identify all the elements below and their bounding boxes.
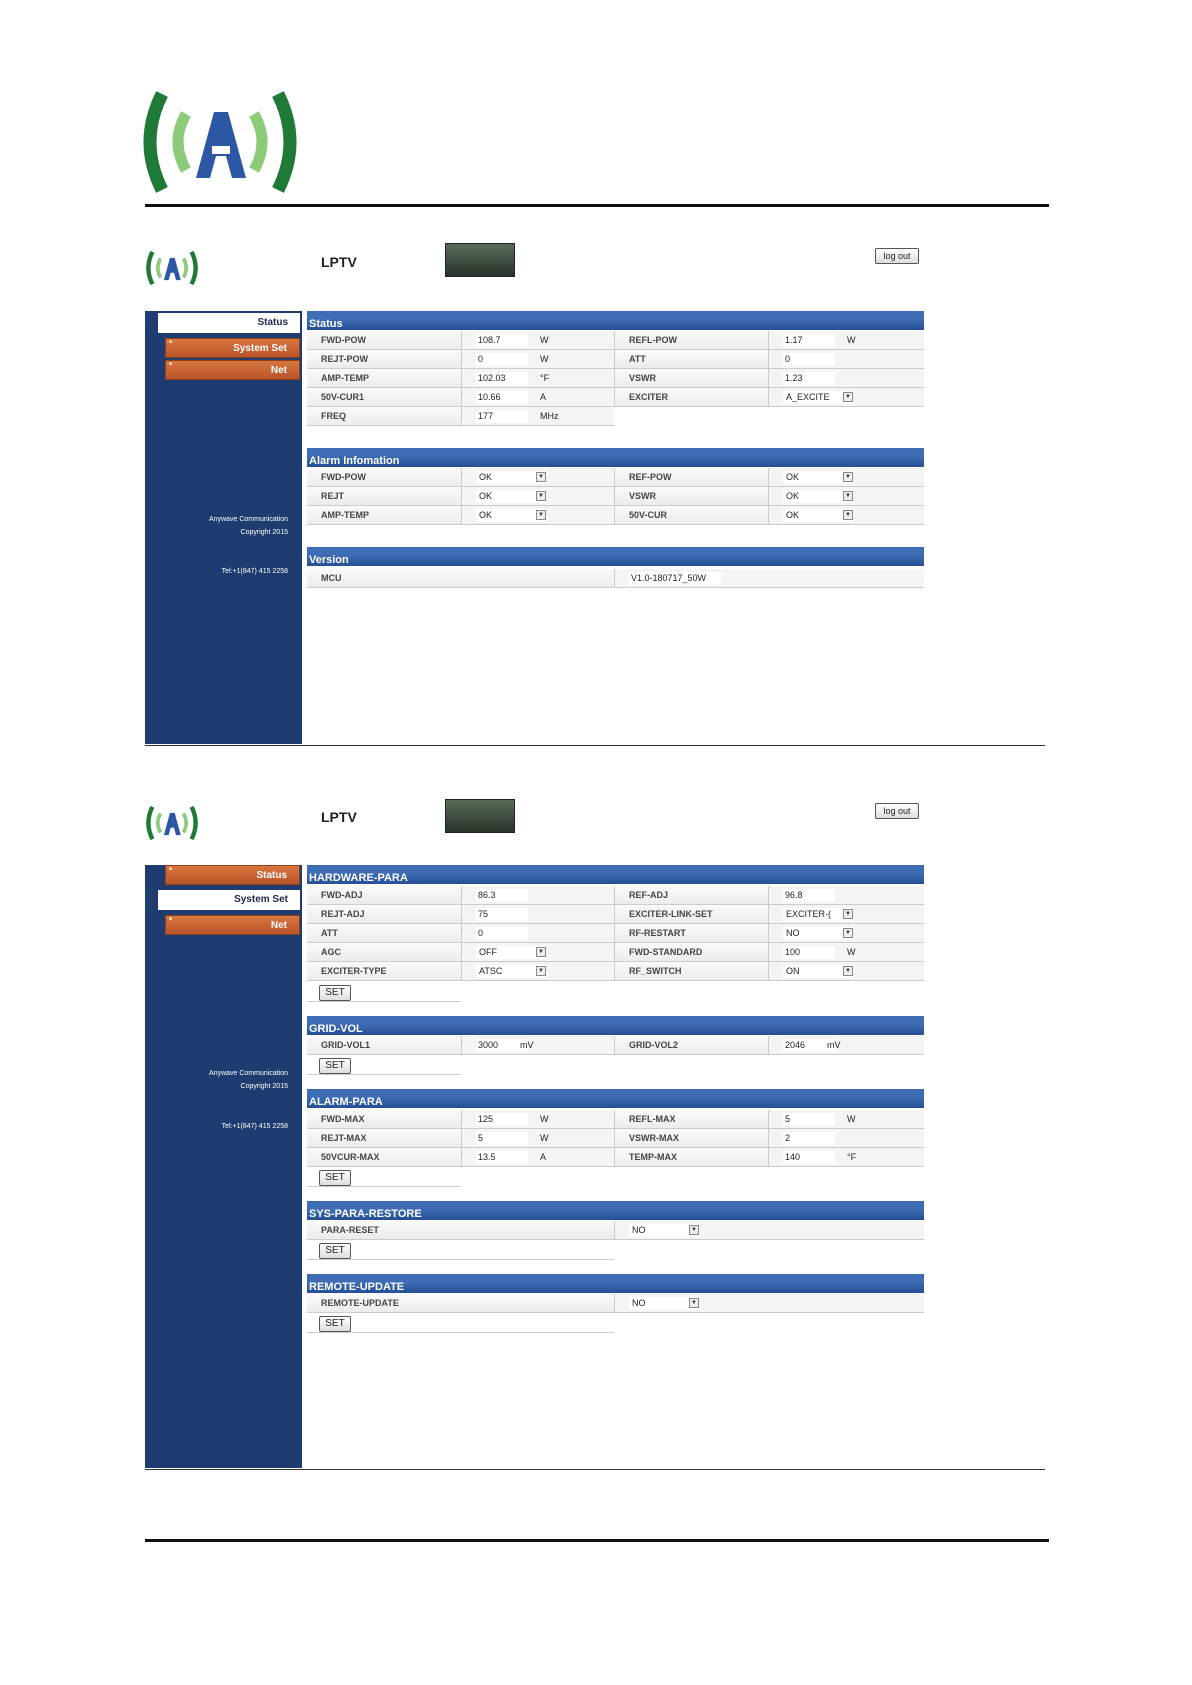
select-value: OK (786, 510, 800, 521)
param-label: FWD-POW (307, 468, 461, 487)
logout-button[interactable]: log out (875, 248, 919, 264)
unit: W (540, 354, 549, 364)
chevron-down-icon[interactable]: ▼ (843, 966, 853, 976)
param-label: 50VCUR-MAX (307, 1148, 461, 1167)
remote-update-label: REMOTE-UPDATE (307, 1294, 614, 1313)
chevron-down-icon[interactable]: ▼ (843, 472, 853, 482)
chevron-down-icon[interactable]: ▼ (843, 909, 853, 919)
param-label: 50V-CUR1 (307, 388, 461, 407)
value-input[interactable]: 0 (476, 927, 528, 940)
param-value[interactable] (461, 506, 614, 525)
param-label: EXCITER-LINK-SET (614, 905, 768, 924)
param-value[interactable] (768, 331, 924, 350)
value-input[interactable]: 96.8 (783, 889, 835, 902)
param-label: AMP-TEMP (307, 506, 461, 525)
param-value[interactable] (461, 407, 614, 426)
table-row (307, 924, 924, 943)
nav-status[interactable]: Status (158, 313, 300, 333)
param-value[interactable] (461, 1129, 614, 1148)
unit: W (540, 1114, 549, 1124)
unit: W (847, 335, 856, 345)
param-value[interactable] (461, 331, 614, 350)
param-value[interactable] (461, 487, 614, 506)
telephone: Tel:+1(847) 415 2258 (221, 568, 288, 575)
param-label: REJT-ADJ (307, 905, 461, 924)
chevron-down-icon[interactable]: ▼ (843, 928, 853, 938)
remote-update-select[interactable] (629, 1297, 699, 1310)
version-value (614, 569, 924, 588)
table-row (307, 487, 924, 506)
unit: W (540, 335, 549, 345)
alarm-para-set-row (307, 1168, 461, 1187)
param-value[interactable] (461, 369, 614, 388)
value-select[interactable] (476, 509, 546, 522)
select-value: EXCITER-( (786, 909, 831, 920)
table-row (307, 468, 924, 487)
table-row (307, 1110, 924, 1129)
unit: °F (540, 373, 550, 383)
anywave-logo-small (145, 802, 199, 844)
param-label: VSWR (614, 369, 768, 388)
value-select[interactable] (476, 490, 546, 503)
chevron-down-icon[interactable]: ▼ (843, 510, 853, 520)
chevron-down-icon[interactable]: ▼ (843, 491, 853, 501)
param-value[interactable] (461, 905, 614, 924)
value-input[interactable]: 108.7 (476, 334, 528, 347)
value-select[interactable] (783, 490, 853, 503)
param-value[interactable] (768, 886, 924, 905)
param-value[interactable] (461, 468, 614, 487)
value-input[interactable]: 1.23 (783, 372, 835, 385)
screen1-bottom-rule (145, 745, 1045, 746)
param-label: REF-ADJ (614, 886, 768, 905)
grid-set-button[interactable]: SET (319, 1058, 351, 1074)
restore-set-button[interactable]: SET (319, 1243, 351, 1259)
param-value[interactable] (461, 1148, 614, 1167)
param-label: EXCITER-TYPE (307, 962, 461, 981)
nav-dot-icon: * (169, 339, 173, 348)
param-label: FWD-POW (307, 331, 461, 350)
value-input[interactable]: 0 (476, 353, 528, 366)
footer-rule (145, 1539, 1049, 1542)
param-label: RF-RESTART (614, 924, 768, 943)
telephone: Tel:+1(847) 415 2258 (221, 1123, 288, 1130)
select-value: OK (479, 510, 493, 521)
unit: W (847, 1114, 856, 1124)
product-title: LPTV (321, 254, 357, 270)
param-value[interactable] (768, 924, 924, 943)
param-value[interactable] (768, 1110, 924, 1129)
select-value: OFF (479, 947, 497, 958)
table-row (307, 1129, 924, 1148)
section-grid-vol: GRID-VOL (307, 1016, 924, 1035)
value-input[interactable]: 13.5 (476, 1151, 528, 1164)
table-row (307, 962, 924, 981)
section-remote-update: REMOTE-UPDATE (307, 1274, 924, 1293)
unit: MHz (540, 411, 559, 421)
value-input[interactable]: 102.03 (476, 372, 528, 385)
param-label: RF_SWITCH (614, 962, 768, 981)
value-input[interactable]: 86.3 (476, 889, 528, 902)
param-value[interactable] (461, 924, 614, 943)
select-value: NO (786, 928, 800, 939)
select-value: A_EXCITE (786, 392, 830, 403)
chevron-down-icon[interactable]: ▼ (536, 491, 546, 501)
grid-vol-row (307, 1036, 924, 1055)
table-row (307, 943, 924, 962)
chevron-down-icon[interactable]: ▼ (536, 510, 546, 520)
select-value: NO (632, 1298, 646, 1309)
table-row (307, 369, 924, 388)
version-value-text: V1.0-180717_50W (629, 572, 721, 585)
para-reset-label: PARA-RESET (307, 1221, 614, 1240)
param-value[interactable] (768, 943, 924, 962)
param-value[interactable] (461, 962, 614, 981)
value-select[interactable] (783, 965, 853, 978)
para-reset-select[interactable] (629, 1224, 699, 1237)
value-input[interactable]: 2 (783, 1132, 835, 1145)
product-title: LPTV (321, 809, 357, 825)
select-value: NO (632, 1225, 646, 1236)
chevron-down-icon[interactable]: ▼ (843, 392, 853, 402)
select-value: ON (786, 966, 800, 977)
chevron-down-icon[interactable]: ▼ (536, 966, 546, 976)
version-label: MCU (307, 569, 614, 588)
update-set-button[interactable]: SET (319, 1316, 351, 1332)
value-input[interactable]: 1.17 (783, 334, 835, 347)
value-input[interactable]: 5 (476, 1132, 528, 1145)
param-label: 50V-CUR (614, 506, 768, 525)
table-row (307, 407, 614, 426)
chevron-down-icon[interactable]: ▼ (536, 947, 546, 957)
value-input[interactable]: 75 (476, 908, 528, 921)
table-row (307, 331, 924, 350)
param-label: FWD-ADJ (307, 886, 461, 905)
nav-label: Net (270, 365, 287, 376)
table-row (307, 905, 924, 924)
value-select[interactable] (476, 965, 546, 978)
value-select[interactable] (476, 946, 546, 959)
nav-system-set[interactable] (165, 338, 300, 358)
select-value: OK (479, 472, 493, 483)
param-label: ATT (307, 924, 461, 943)
section-status: Status (307, 311, 924, 330)
value-input[interactable]: 10.66 (476, 391, 528, 404)
section-sys-para-restore: SYS-PARA-RESTORE (307, 1201, 924, 1220)
param-value[interactable] (768, 369, 924, 388)
param-value[interactable] (768, 388, 924, 407)
set-cell (307, 1056, 461, 1075)
hw-set-row (307, 983, 461, 1002)
table-row (307, 350, 924, 369)
sidebar (145, 865, 302, 1468)
value-select[interactable] (783, 509, 853, 522)
unit: mV (520, 1040, 534, 1050)
param-label: FREQ (307, 407, 461, 426)
param-value[interactable] (768, 506, 924, 525)
company-name: Anywave Communication (209, 516, 288, 523)
value-input[interactable]: 177 (476, 410, 528, 423)
copyright: Copyright 2015 (240, 1083, 288, 1090)
para-reset-value[interactable] (614, 1221, 924, 1240)
section-alarm-para: ALARM-PARA (307, 1089, 924, 1108)
remote-update-value[interactable] (614, 1294, 924, 1313)
unit: W (540, 1133, 549, 1143)
table-row (307, 506, 924, 525)
screen2-bottom-rule (145, 1469, 1045, 1470)
param-label: VSWR-MAX (614, 1129, 768, 1148)
unit: A (540, 1152, 547, 1162)
param-label: FWD-STANDARD (614, 943, 768, 962)
grid-vol1-value[interactable] (461, 1036, 614, 1055)
param-label: REJT-MAX (307, 1129, 461, 1148)
param-value[interactable] (768, 468, 924, 487)
param-value[interactable] (461, 943, 614, 962)
copyright: Copyright 2015 (240, 529, 288, 536)
param-value[interactable] (461, 886, 614, 905)
select-value: OK (479, 491, 493, 502)
sidebar (145, 311, 302, 744)
param-label: FWD-MAX (307, 1110, 461, 1129)
nav-status[interactable] (165, 865, 300, 885)
grid-vol2-input[interactable]: 2046 (783, 1039, 835, 1052)
anywave-logo-large (140, 86, 300, 198)
unit: °F (847, 1152, 857, 1162)
set-cell (307, 1241, 614, 1260)
nav-dot-icon: * (169, 916, 173, 925)
param-label: AMP-TEMP (307, 369, 461, 388)
unit: W (847, 947, 856, 957)
param-value[interactable] (768, 962, 924, 981)
header-rule (145, 204, 1049, 207)
param-label: TEMP-MAX (614, 1148, 768, 1167)
section-alarm-information: Alarm Infomation (307, 448, 924, 467)
param-label: REF-POW (614, 468, 768, 487)
select-value: OK (786, 472, 800, 483)
param-label: REJT (307, 487, 461, 506)
nav-system-set[interactable]: System Set (158, 890, 300, 910)
param-value[interactable] (461, 388, 614, 407)
set-cell (307, 1314, 614, 1333)
chevron-down-icon[interactable]: ▼ (689, 1225, 699, 1235)
section-version: Version (307, 547, 924, 566)
restore-set-row (307, 1241, 614, 1260)
value-input[interactable]: 0 (783, 353, 835, 366)
nav-dot-icon: * (169, 361, 173, 370)
table-row (307, 388, 924, 407)
param-label: VSWR (614, 487, 768, 506)
nav-label: Status (256, 870, 287, 881)
param-value[interactable] (461, 1110, 614, 1129)
param-value[interactable] (768, 1129, 924, 1148)
select-value: OK (786, 491, 800, 502)
value-select[interactable] (783, 908, 853, 921)
param-label: REFL-POW (614, 331, 768, 350)
set-cell (307, 983, 461, 1002)
logout-button[interactable]: log out (875, 803, 919, 819)
chevron-down-icon[interactable]: ▼ (689, 1298, 699, 1308)
nav-label: Net (270, 920, 287, 931)
para-reset-row (307, 1221, 924, 1240)
param-value[interactable] (461, 350, 614, 369)
device-photo (445, 799, 515, 833)
hw-set-button[interactable]: SET (319, 985, 351, 1001)
nav-net[interactable] (165, 360, 300, 380)
nav-label: System Set (233, 343, 287, 354)
table-row (307, 1148, 924, 1167)
chevron-down-icon[interactable]: ▼ (536, 472, 546, 482)
value-input[interactable]: 125 (476, 1113, 528, 1126)
grid-vol2-label: GRID-VOL2 (614, 1036, 768, 1055)
unit: mV (827, 1040, 841, 1050)
select-value: ATSC (479, 966, 503, 977)
device-photo (445, 243, 515, 277)
value-select[interactable] (783, 471, 853, 484)
value-select[interactable] (783, 391, 853, 404)
value-input[interactable]: 140 (783, 1151, 835, 1164)
value-input[interactable]: 5 (783, 1113, 835, 1126)
value-select[interactable] (783, 927, 853, 940)
alarm-para-set-button[interactable]: SET (319, 1170, 351, 1186)
value-select[interactable] (476, 471, 546, 484)
grid-set-row (307, 1056, 461, 1075)
table-row (307, 886, 924, 905)
param-label: EXCITER (614, 388, 768, 407)
remote-update-row (307, 1294, 924, 1313)
param-label: ATT (614, 350, 768, 369)
param-value[interactable] (768, 350, 924, 369)
param-label: REFL-MAX (614, 1110, 768, 1129)
set-cell (307, 1168, 461, 1187)
grid-vol1-label: GRID-VOL1 (307, 1036, 461, 1055)
value-input[interactable]: 100 (783, 946, 835, 959)
company-name: Anywave Communication (209, 1070, 288, 1077)
param-value[interactable] (768, 905, 924, 924)
param-label: REJT-POW (307, 350, 461, 369)
grid-vol1-input[interactable]: 3000 (476, 1039, 528, 1052)
nav-dot-icon: * (169, 866, 173, 875)
param-label: AGC (307, 943, 461, 962)
nav-net[interactable] (165, 915, 300, 935)
anywave-logo-small (145, 247, 199, 289)
param-value[interactable] (768, 1148, 924, 1167)
update-set-row (307, 1314, 614, 1333)
param-value[interactable] (768, 487, 924, 506)
section-hardware-para: HARDWARE-PARA (307, 865, 924, 884)
grid-vol2-value[interactable] (768, 1036, 924, 1055)
unit: A (540, 392, 547, 402)
version-row (307, 569, 924, 588)
